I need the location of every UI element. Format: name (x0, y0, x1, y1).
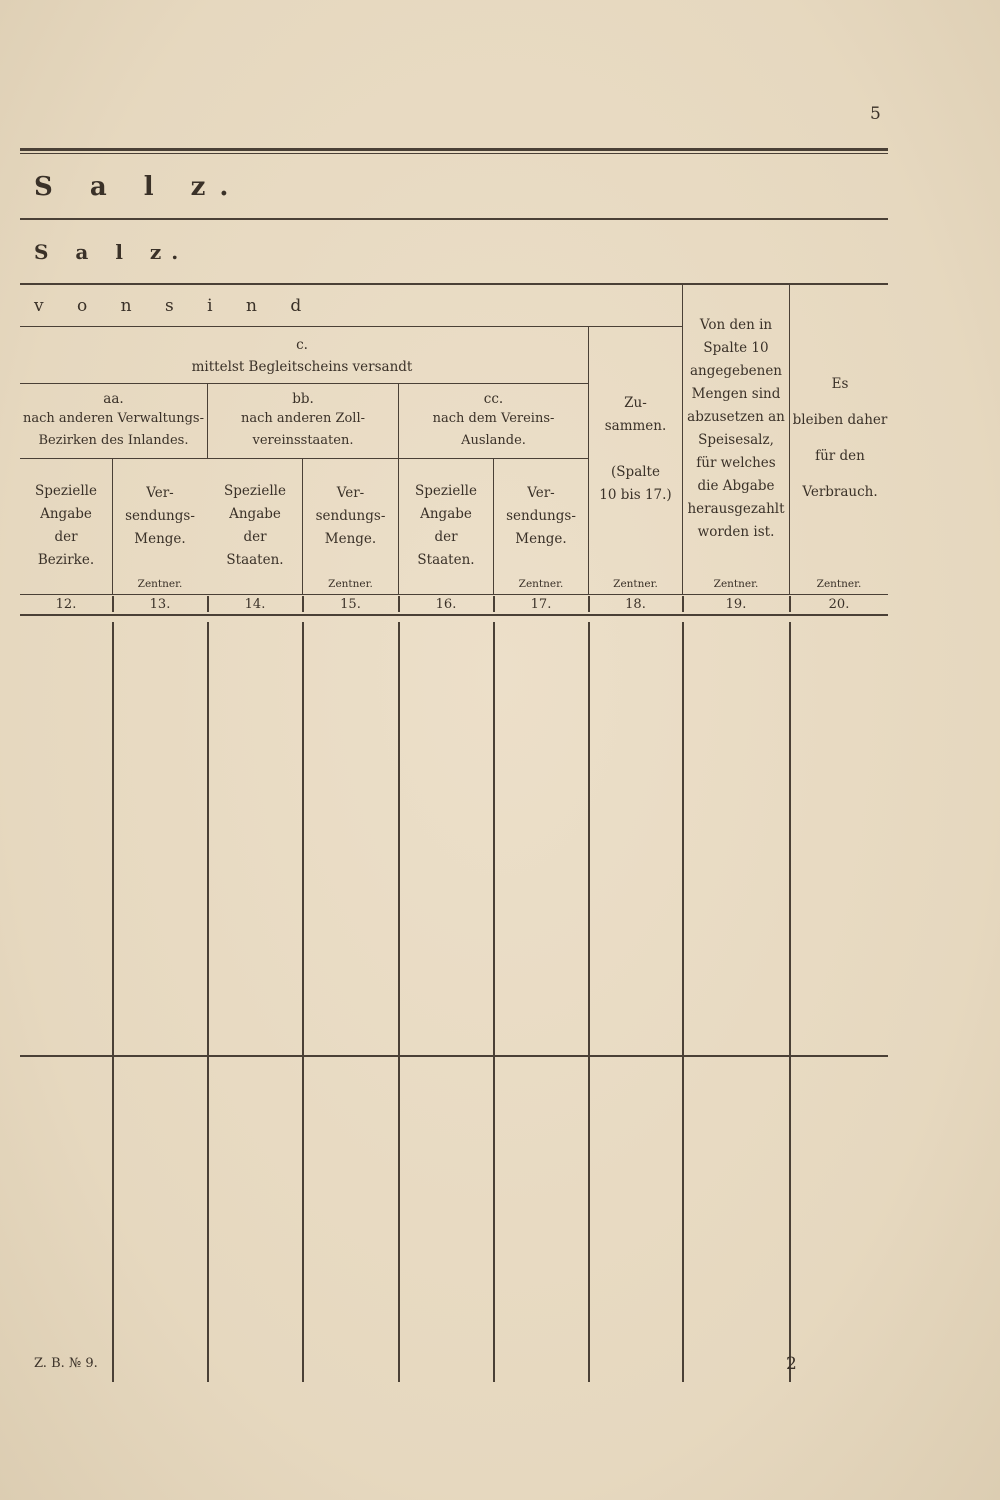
col-19-unit: Zentner. (713, 578, 759, 590)
header-rule (20, 326, 682, 327)
col-13-header: Ver- sendungs- Menge. (125, 485, 195, 547)
group-c-letter: c. (296, 337, 308, 353)
col-17-header: Ver- sendungs- Menge. (506, 485, 576, 547)
body-vline (588, 622, 590, 1382)
col-14-header: Spezielle Angabe der Staaten. (224, 483, 286, 568)
col-16-header: Spezielle Angabe der Staaten. (415, 483, 477, 568)
page-number: 5 (870, 104, 881, 124)
body-vline (207, 622, 209, 1382)
col-19-header: Von den in Spalte 10 angegebenen Mengen sind abzusetzen an Speisesalz, für welches die Abgabe herausgezahlt worden ist. (687, 317, 785, 540)
form-title: S a l z. (34, 172, 243, 202)
subgroup-rule (20, 458, 588, 459)
col-20-number: 20. (828, 597, 850, 612)
col-18-header: Zu- sammen. (Spalte 10 bis 17.) (599, 395, 672, 503)
col-14-number: 14. (244, 597, 266, 612)
group-c-rule (20, 383, 588, 384)
col-12-number: 12. (55, 597, 77, 612)
footer-sheet-number: 2 (786, 1354, 797, 1374)
subgroup-aa-letter: aa. (103, 391, 124, 407)
col-20-header: Es bleiben daher für den Verbrauch. (792, 376, 888, 500)
column-number-rule (20, 614, 888, 616)
body-vline (789, 622, 791, 1382)
footer-form-id: Z. B. № 9. (34, 1356, 98, 1371)
col-16-number: 16. (435, 597, 457, 612)
subgroup-bb-label: nach anderen Zoll- vereinsstaaten. (240, 411, 366, 448)
body-vline (682, 622, 684, 1382)
col-13-unit: Zentner. (137, 578, 183, 590)
col-13-number: 13. (149, 597, 171, 612)
col-20-unit: Zentner. (816, 578, 862, 590)
title-rule (20, 218, 888, 220)
col-17-unit: Zentner. (518, 578, 564, 590)
body-vline (302, 622, 304, 1382)
body-vline (112, 622, 114, 1382)
header-bottom-rule (20, 594, 888, 595)
top-rule (20, 148, 888, 151)
subgroup-cc-letter: cc. (483, 391, 504, 407)
body-vline (493, 622, 495, 1382)
col-15-unit: Zentner. (328, 578, 373, 590)
col-12-header: Spezielle Angabe der Bezirke. (35, 483, 97, 568)
subgroup-cc-label: nach dem Vereins- Auslande. (432, 411, 555, 448)
body-vline (398, 622, 400, 1382)
col-19-number: 19. (725, 597, 747, 612)
subgroup-aa-label: nach anderen Verwaltungs- Bezirken des Inlandes. (23, 411, 204, 448)
col-18-unit: Zentner. (613, 578, 658, 590)
subgroup-bb-letter: bb. (292, 391, 314, 407)
column-heading-von-sind: v o n s i n d (34, 296, 316, 316)
col-15-header: Ver- sendungs- Menge. (315, 485, 386, 547)
col-15-number: 15. (340, 597, 361, 612)
col-17-number: 17. (530, 597, 552, 612)
body-divider-rule (20, 1055, 888, 1057)
section-rule (20, 283, 888, 285)
col-18-number: 18. (625, 597, 646, 612)
top-rule-thin (20, 153, 888, 154)
group-c-label: mittelst Begleitscheins versandt (191, 359, 413, 375)
form-subtitle: S a l z. (34, 240, 189, 264)
